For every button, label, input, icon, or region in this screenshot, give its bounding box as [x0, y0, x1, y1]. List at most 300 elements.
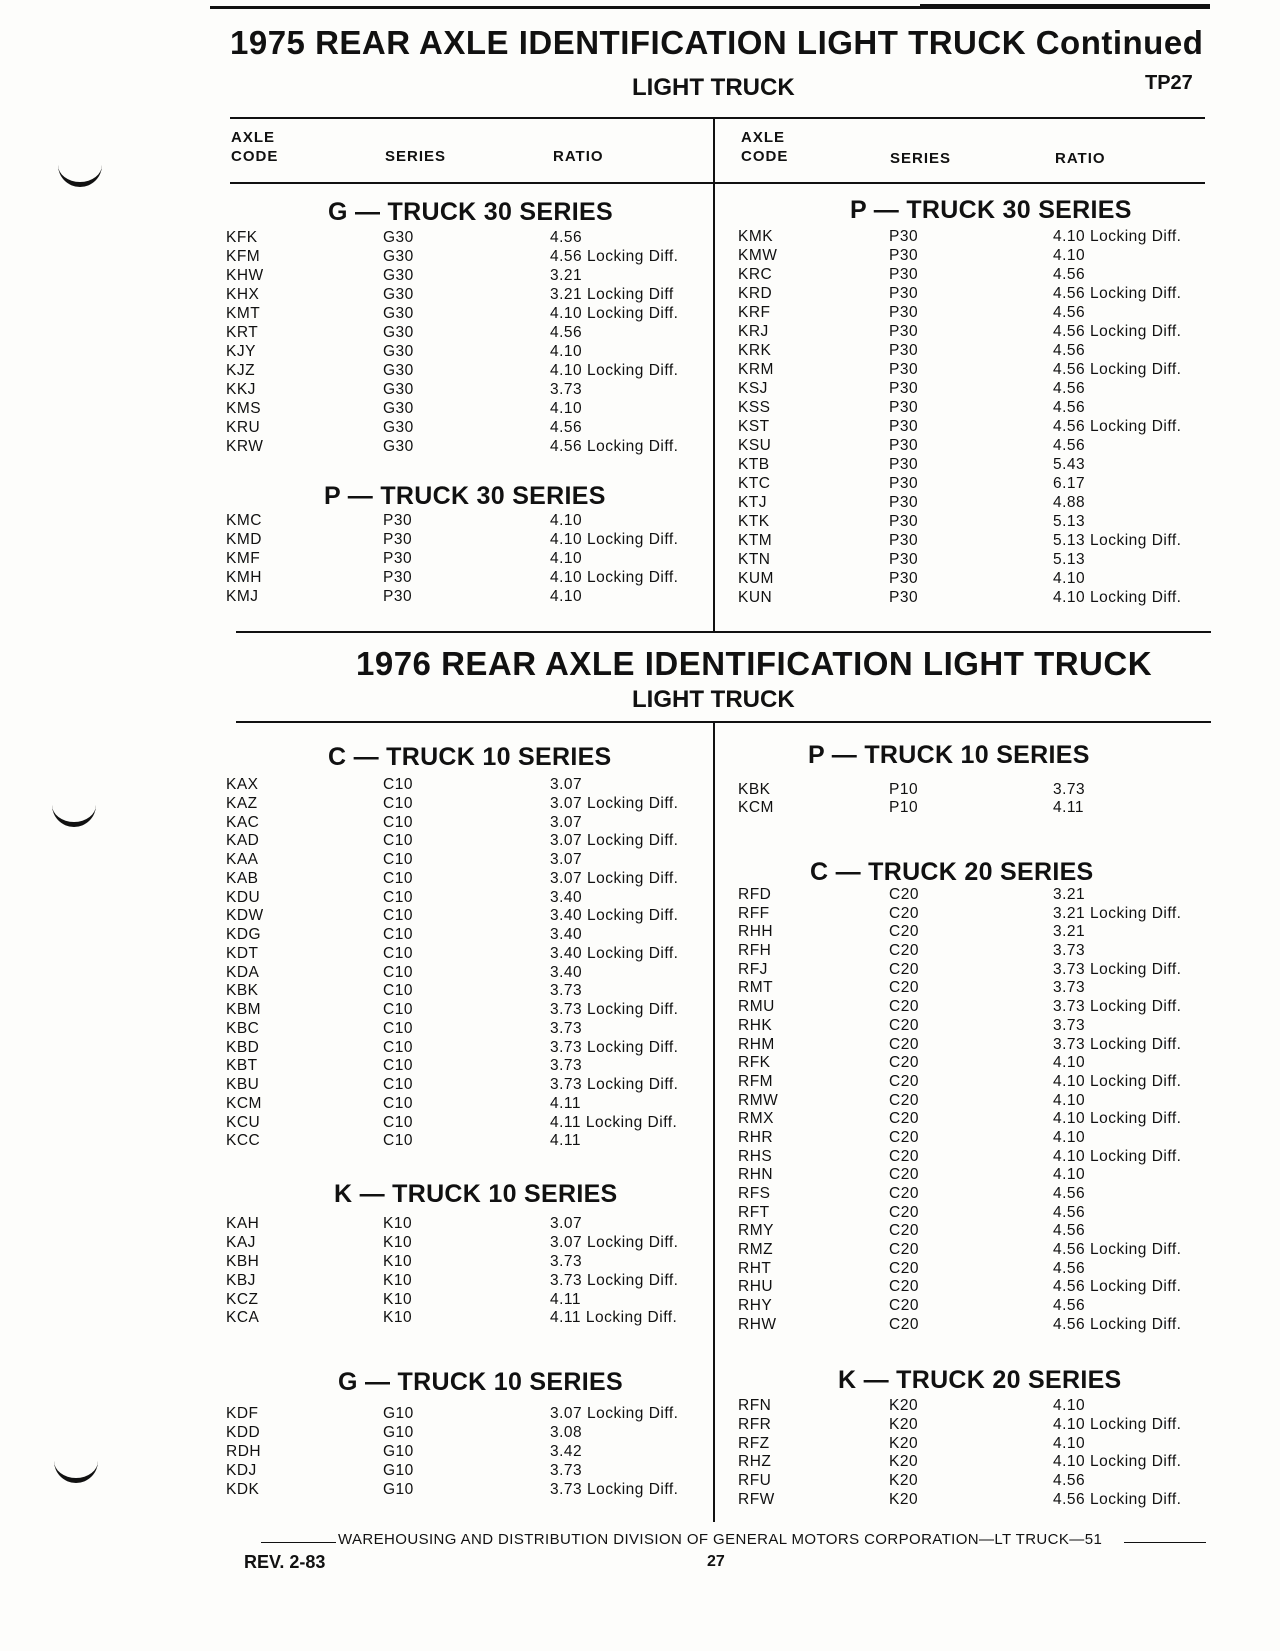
series-cell: K10 [383, 1233, 413, 1251]
ratio-cell: 4.10 [1053, 1434, 1086, 1452]
ratio-cell: 4.56 Locking Diff. [550, 438, 679, 455]
ratio-cell: 5.13 [1053, 551, 1086, 568]
axle-code-cell: RFK [738, 1054, 771, 1072]
series-cell: P30 [383, 588, 413, 605]
ratio-cell: 4.56 [1053, 266, 1086, 283]
series-cell: C10 [383, 1001, 413, 1018]
axle-code-cell: KCZ [226, 1290, 259, 1308]
series-cell: C10 [383, 1094, 413, 1112]
ratio-cell: 3.73 [1053, 781, 1086, 798]
axle-code-cell: KAC [226, 813, 260, 831]
axle-code-cell: KBC [226, 1019, 260, 1037]
ratio-cell: 4.10 [1053, 1128, 1086, 1146]
axle-code-cell: KUN [738, 589, 773, 606]
series-cell: G30 [383, 438, 414, 455]
ratio-cell: 4.10 [1053, 1166, 1086, 1184]
ratio-cell: 4.56 [1053, 1472, 1086, 1490]
ratio-cell: 3.21 Locking Diff [550, 286, 674, 303]
series-cell: C10 [383, 794, 413, 812]
axle-code-cell: KRD [738, 285, 773, 302]
axle-code-cell: KBT [226, 1057, 258, 1075]
series-heading: G — TRUCK 10 SERIES [338, 1368, 623, 1396]
series-cell: C20 [889, 1072, 919, 1090]
ratio-cell: 3.40 Locking Diff. [550, 944, 679, 962]
series-cell: P30 [889, 418, 919, 435]
axle-code-cell: KBK [226, 982, 259, 1000]
ratio-cell: 3.73 Locking Diff. [550, 1001, 679, 1018]
series-cell: K10 [383, 1215, 413, 1232]
ratio-cell: 4.56 [1053, 1222, 1086, 1240]
ratio-cell: 4.10 [1053, 570, 1086, 587]
series-cell: P30 [889, 399, 919, 416]
series-cell: C10 [383, 1019, 413, 1037]
series-cell: C10 [383, 1076, 413, 1093]
series-cell: P30 [889, 551, 919, 568]
ratio-cell: 4.56 [550, 229, 583, 246]
ratio-cell: 5.13 Locking Diff. [1053, 532, 1182, 549]
axle-code-cell: KDA [226, 963, 260, 981]
series-cell: P30 [889, 304, 919, 321]
series-cell: P30 [383, 550, 413, 567]
table-divider-1976 [713, 722, 715, 1522]
section-rule [236, 631, 1211, 633]
ratio-cell: 3.07 Locking Diff. [550, 869, 679, 887]
axle-code-cell: KCU [226, 1113, 261, 1131]
ratio-cell: 4.10 Locking Diff. [1053, 228, 1182, 245]
axle-code-cell: RHS [738, 1147, 773, 1165]
series-cell: C20 [889, 1297, 919, 1315]
axle-code-cell: RHK [738, 1016, 773, 1034]
axle-code-cell: KCA [226, 1309, 260, 1327]
series-cell: P30 [889, 513, 919, 530]
series-cell: C10 [383, 1057, 413, 1075]
axle-code-cell: RFU [738, 1472, 772, 1490]
ratio-cell: 3.21 Locking Diff. [1053, 904, 1182, 922]
ratio-cell: 3.07 [550, 851, 583, 868]
axle-code-cell: KSJ [738, 380, 768, 397]
series-cell: C20 [889, 1016, 919, 1034]
axle-code-cell: KAX [226, 776, 259, 793]
ratio-cell: 4.56 [1053, 1203, 1086, 1221]
ratio-cell: 4.56 Locking Diff. [1053, 1490, 1182, 1508]
ratio-cell: 4.56 [1053, 399, 1086, 416]
series-cell: G30 [383, 305, 414, 322]
axle-code-cell: KMC [226, 512, 262, 529]
footer-rule-right [1124, 1542, 1206, 1543]
ratio-cell: 4.10 Locking Diff. [550, 305, 679, 322]
series-cell: C20 [889, 1166, 919, 1184]
axle-code-cell: RFS [738, 1185, 771, 1202]
ratio-cell: 4.11 Locking Diff. [550, 1309, 678, 1327]
series-cell: G10 [383, 1480, 414, 1498]
binder-hole-mark [54, 1458, 98, 1483]
axle-code-cell: RMY [738, 1222, 774, 1240]
ratio-cell: 5.13 [1053, 513, 1086, 530]
series-cell: P30 [383, 512, 413, 529]
ratio-cell: 4.10 Locking Diff. [1053, 1110, 1182, 1128]
ratio-cell: 3.40 [550, 963, 583, 981]
axle-code-cell: KTC [738, 475, 771, 492]
series-cell: K20 [889, 1415, 919, 1433]
top-rule-accent [920, 4, 1210, 6]
series-cell: C10 [383, 813, 413, 831]
series-cell: G10 [383, 1405, 414, 1422]
series-cell: P10 [889, 781, 919, 798]
series-heading: K — TRUCK 20 SERIES [838, 1366, 1122, 1394]
ratio-cell: 3.73 Locking Diff. [1053, 960, 1182, 978]
ratio-cell: 4.10 Locking Diff. [550, 531, 679, 548]
axle-code-cell: KMW [738, 247, 778, 264]
axle-code-cell: RHU [738, 1278, 774, 1296]
series-cell: C20 [889, 1128, 919, 1146]
axle-code-cell: KBK [738, 781, 771, 798]
ratio-cell: 4.56 [1053, 304, 1086, 321]
col-head-ratio-right: RATIO [1055, 150, 1106, 167]
axle-code-cell: KRC [738, 266, 773, 283]
ratio-cell: 4.56 Locking Diff. [1053, 1241, 1182, 1259]
axle-code-cell: KDD [226, 1423, 261, 1441]
axle-code-cell: RHT [738, 1259, 772, 1277]
axle-code-cell: KDW [226, 907, 264, 925]
axle-code-cell: RHR [738, 1128, 774, 1146]
binder-hole-mark [58, 162, 102, 187]
page-number: 27 [707, 1553, 725, 1570]
ratio-cell: 3.07 Locking Diff. [550, 832, 679, 850]
series-cell: P30 [889, 456, 919, 473]
ratio-cell: 4.10 [1053, 1091, 1086, 1109]
series-cell: C20 [889, 1035, 919, 1053]
ratio-cell: 4.56 [1053, 1185, 1086, 1202]
series-cell: C20 [889, 1054, 919, 1072]
axle-code-cell: RFF [738, 904, 770, 922]
ratio-cell: 3.73 [550, 1461, 583, 1479]
ratio-cell: 3.73 [1053, 1016, 1086, 1034]
ratio-cell: 3.73 Locking Diff. [550, 1076, 679, 1093]
axle-code-cell: KRT [226, 324, 259, 341]
ratio-cell: 4.56 [1053, 380, 1086, 397]
axle-code-cell: KKJ [226, 381, 256, 398]
ratio-cell: 4.11 Locking Diff. [550, 1113, 678, 1131]
ratio-cell: 3.07 [550, 1215, 583, 1232]
series-cell: P30 [889, 323, 919, 340]
section-1976-rule [236, 721, 1211, 723]
series-cell: P10 [889, 799, 919, 816]
axle-code-cell: KRF [738, 304, 771, 321]
series-heading: P — TRUCK 10 SERIES [808, 741, 1090, 769]
axle-code-cell: KFM [226, 248, 261, 265]
axle-code-cell: RFZ [738, 1434, 770, 1452]
series-cell: P30 [889, 589, 919, 606]
axle-code-cell: KSU [738, 437, 772, 454]
col-head-ratio-left: RATIO [553, 148, 604, 165]
series-cell: C20 [889, 1241, 919, 1259]
ratio-cell: 4.56 [1053, 1259, 1086, 1277]
ratio-cell: 4.10 Locking Diff. [550, 362, 679, 379]
axle-code-cell: KMS [226, 400, 262, 417]
series-cell: C20 [889, 1222, 919, 1240]
ratio-cell: 3.21 [550, 267, 583, 284]
ratio-cell: 3.40 Locking Diff. [550, 907, 679, 925]
series-heading: P — TRUCK 30 SERIES [324, 482, 606, 510]
series-cell: P30 [889, 380, 919, 397]
axle-code-cell: KUM [738, 570, 774, 587]
ratio-cell: 3.07 Locking Diff. [550, 1233, 679, 1251]
ratio-cell: 3.73 [550, 381, 583, 398]
ratio-cell: 3.73 [550, 1019, 583, 1037]
axle-code-cell: KAD [226, 832, 260, 850]
series-cell: P30 [889, 437, 919, 454]
col-head-code-right: AXLE CODE [741, 129, 789, 165]
series-cell: K10 [383, 1290, 413, 1308]
series-cell: P30 [889, 532, 919, 549]
ratio-cell: 4.56 Locking Diff. [1053, 1315, 1182, 1333]
axle-code-cell: RMZ [738, 1241, 774, 1259]
series-cell: C20 [889, 1259, 919, 1277]
ratio-cell: 3.21 [1053, 886, 1086, 903]
axle-code-cell: KTB [738, 456, 770, 473]
series-cell: C10 [383, 926, 413, 943]
series-cell: C20 [889, 1091, 919, 1109]
footer-rule-left [261, 1542, 336, 1543]
axle-code-cell: KDJ [226, 1461, 257, 1479]
series-cell: P30 [889, 266, 919, 283]
axle-code-cell: KRU [226, 419, 261, 436]
axle-code-cell: RDH [226, 1442, 262, 1460]
series-cell: C10 [383, 1038, 413, 1056]
axle-code-cell: KTJ [738, 494, 768, 511]
ratio-cell: 3.73 [1053, 979, 1086, 997]
ratio-cell: 4.10 Locking Diff. [1053, 1147, 1182, 1165]
page-code: TP27 [1145, 72, 1193, 94]
axle-code-cell: KAJ [226, 1233, 256, 1251]
axle-code-cell: KCM [738, 799, 774, 816]
axle-code-cell: KHW [226, 267, 264, 284]
ratio-cell: 4.56 Locking Diff. [1053, 285, 1182, 302]
ratio-cell: 4.56 Locking Diff. [1053, 1278, 1182, 1296]
axle-code-cell: KDU [226, 888, 261, 906]
revision-label: REV. 2-83 [244, 1552, 326, 1572]
series-cell: C20 [889, 942, 919, 960]
ratio-cell: 3.40 [550, 926, 583, 943]
axle-code-cell: KBU [226, 1076, 260, 1093]
series-cell: C20 [889, 1278, 919, 1296]
series-heading: C — TRUCK 20 SERIES [810, 858, 1094, 886]
axle-code-cell: KCM [226, 1094, 262, 1112]
axle-code-cell: KAZ [226, 794, 258, 812]
ratio-cell: 3.73 Locking Diff. [550, 1480, 679, 1498]
axle-code-cell: RMW [738, 1091, 779, 1109]
col-head-series-right: SERIES [890, 150, 952, 167]
ratio-cell: 4.10 Locking Diff. [1053, 1072, 1182, 1090]
series-cell: C10 [383, 963, 413, 981]
series-cell: C20 [889, 1185, 919, 1202]
series-cell: P30 [383, 569, 413, 586]
axle-code-cell: RFN [738, 1397, 772, 1414]
page-subtitle: LIGHT TRUCK [632, 74, 795, 101]
series-cell: G30 [383, 381, 414, 398]
ratio-cell: 4.11 [550, 1132, 582, 1150]
series-cell: P30 [889, 228, 919, 245]
series-cell: P30 [889, 570, 919, 587]
series-cell: C10 [383, 944, 413, 962]
ratio-cell: 4.56 Locking Diff. [550, 248, 679, 265]
series-cell: C20 [889, 979, 919, 997]
ratio-cell: 4.10 [1053, 1397, 1086, 1414]
series-cell: G30 [383, 343, 414, 360]
series-cell: C20 [889, 886, 919, 903]
ratio-cell: 3.73 Locking Diff. [1053, 1035, 1182, 1053]
series-cell: C20 [889, 923, 919, 941]
axle-code-cell: RMT [738, 979, 774, 997]
axle-code-cell: KDF [226, 1405, 259, 1422]
ratio-cell: 4.10 [550, 400, 583, 417]
axle-code-cell: KRW [226, 438, 264, 455]
axle-code-cell: KRM [738, 361, 774, 378]
axle-code-cell: RFM [738, 1072, 774, 1090]
axle-code-cell: RFJ [738, 960, 768, 978]
series-cell: P30 [889, 342, 919, 359]
ratio-cell: 3.08 [550, 1423, 583, 1441]
axle-code-cell: KDT [226, 944, 259, 962]
ratio-cell: 3.73 [550, 1252, 583, 1270]
ratio-cell: 4.10 [1053, 1054, 1086, 1072]
axle-code-cell: KBM [226, 1001, 262, 1018]
series-cell: K20 [889, 1453, 919, 1471]
ratio-cell: 4.11 [550, 1290, 582, 1308]
axle-code-cell: KRJ [738, 323, 769, 340]
axle-code-cell: KHX [226, 286, 260, 303]
axle-code-cell: RFR [738, 1415, 772, 1433]
axle-code-cell: RHH [738, 923, 774, 941]
series-cell: G30 [383, 248, 414, 265]
series-cell: C20 [889, 998, 919, 1016]
axle-code-cell: RMU [738, 998, 775, 1016]
series-heading: K — TRUCK 10 SERIES [334, 1180, 618, 1208]
axle-code-cell: KMT [226, 305, 261, 322]
ratio-cell: 4.10 Locking Diff. [1053, 589, 1182, 606]
axle-code-cell: RFD [738, 886, 772, 903]
series-cell: K20 [889, 1434, 919, 1452]
col-head-code-left: AXLE CODE [231, 129, 279, 165]
series-cell: C10 [383, 1113, 413, 1131]
series-cell: C10 [383, 907, 413, 925]
series-cell: C10 [383, 869, 413, 887]
ratio-cell: 4.56 Locking Diff. [1053, 323, 1182, 340]
series-cell: P30 [889, 361, 919, 378]
series-cell: G30 [383, 324, 414, 341]
axle-code-cell: RHM [738, 1035, 775, 1053]
ratio-cell: 4.56 Locking Diff. [1053, 361, 1182, 378]
series-cell: K20 [889, 1397, 919, 1414]
axle-code-cell: RHW [738, 1315, 777, 1333]
axle-code-cell: KST [738, 418, 770, 435]
series-cell: P30 [889, 475, 919, 492]
binder-hole-mark [52, 802, 96, 827]
axle-code-cell: RHZ [738, 1453, 772, 1471]
series-cell: G30 [383, 267, 414, 284]
ratio-cell: 5.43 [1053, 456, 1086, 473]
ratio-cell: 4.10 [550, 343, 583, 360]
series-cell: K10 [383, 1309, 413, 1327]
ratio-cell: 3.21 [1053, 923, 1086, 941]
axle-code-cell: KRK [738, 342, 772, 359]
table-divider-1975 [713, 117, 715, 633]
axle-code-cell: RHN [738, 1166, 774, 1184]
ratio-cell: 4.11 [1053, 799, 1085, 816]
series-cell: P30 [383, 531, 413, 548]
series-cell: K10 [383, 1252, 413, 1270]
series-cell: C10 [383, 1132, 413, 1150]
series-cell: G30 [383, 419, 414, 436]
axle-code-cell: KAH [226, 1215, 260, 1232]
footer-text: WAREHOUSING AND DISTRIBUTION DIVISION OF GENERAL MOTORS CORPORATION—LT TRUCK—51 [338, 1531, 1103, 1548]
ratio-cell: 4.10 [550, 512, 583, 529]
ratio-cell: 4.56 [550, 419, 583, 436]
ratio-cell: 3.73 [550, 1057, 583, 1075]
section-1976-title: 1976 REAR AXLE IDENTIFICATION LIGHT TRUCK [356, 645, 1153, 682]
series-cell: P30 [889, 285, 919, 302]
series-cell: C20 [889, 1147, 919, 1165]
ratio-cell: 4.56 [1053, 342, 1086, 359]
ratio-cell: 3.73 [550, 982, 583, 1000]
axle-code-cell: KJY [226, 343, 256, 360]
series-cell: G10 [383, 1461, 414, 1479]
series-heading: C — TRUCK 10 SERIES [328, 743, 612, 771]
section-1976-subtitle: LIGHT TRUCK [632, 686, 795, 713]
axle-code-cell: KMD [226, 531, 262, 548]
ratio-cell: 3.73 Locking Diff. [550, 1038, 679, 1056]
series-cell: C20 [889, 1315, 919, 1333]
series-cell: C10 [383, 776, 413, 793]
series-cell: P30 [889, 247, 919, 264]
ratio-cell: 3.73 Locking Diff. [1053, 998, 1182, 1016]
col-head-series-left: SERIES [385, 148, 447, 165]
axle-code-cell: KTM [738, 532, 773, 549]
series-heading: G — TRUCK 30 SERIES [328, 198, 613, 226]
ratio-cell: 4.10 Locking Diff. [1053, 1453, 1182, 1471]
ratio-cell: 4.10 [1053, 247, 1086, 264]
axle-code-cell: KJZ [226, 362, 256, 379]
ratio-cell: 4.10 Locking Diff. [550, 569, 679, 586]
series-cell: C10 [383, 851, 413, 868]
axle-code-cell: KSS [738, 399, 771, 416]
series-cell: G30 [383, 286, 414, 303]
series-cell: G10 [383, 1442, 414, 1460]
series-cell: C20 [889, 1110, 919, 1128]
ratio-cell: 3.73 [1053, 942, 1086, 960]
ratio-cell: 4.56 [550, 324, 583, 341]
series-cell: C20 [889, 1203, 919, 1221]
series-cell: P30 [889, 494, 919, 511]
ratio-cell: 3.42 [550, 1442, 583, 1460]
axle-code-cell: RMX [738, 1110, 774, 1128]
axle-code-cell: KBJ [226, 1271, 256, 1289]
series-cell: G30 [383, 400, 414, 417]
ratio-cell: 4.56 Locking Diff. [1053, 418, 1182, 435]
series-cell: C20 [889, 904, 919, 922]
ratio-cell: 4.10 [550, 588, 583, 605]
series-cell: K20 [889, 1490, 919, 1508]
series-cell: C10 [383, 888, 413, 906]
ratio-cell: 3.07 [550, 813, 583, 831]
series-cell: G30 [383, 362, 414, 379]
top-rule [210, 6, 1210, 9]
axle-code-cell: KAA [226, 851, 259, 868]
table-header-rule [230, 182, 1205, 184]
series-cell: K10 [383, 1271, 413, 1289]
ratio-cell: 3.07 Locking Diff. [550, 794, 679, 812]
series-cell: G30 [383, 229, 414, 246]
